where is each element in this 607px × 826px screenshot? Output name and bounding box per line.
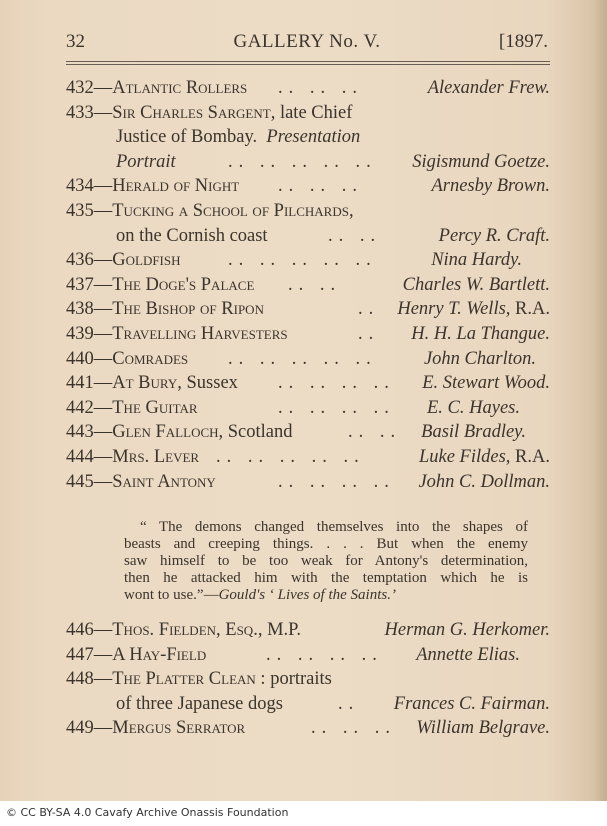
entry-continuation-italic: Portrait — [116, 151, 176, 172]
epigraph-quote — [124, 519, 528, 604]
leader-dots: .. .. .. .. — [278, 471, 395, 492]
catalogue-entry: 441—At Bury, Sussex .. .. .. .. E. Stewart Wood. — [66, 371, 550, 396]
entry-number: 449 — [66, 718, 94, 739]
entry-artist: Basil Bradley. — [421, 422, 526, 443]
entry-title: The Guitar — [112, 397, 198, 418]
entry-artist: Annette Elias. — [416, 644, 520, 665]
catalogue-entry: 433—Sir Charles Sargent, late Chief — [66, 101, 550, 126]
entry-continuation: of three Japanese dogs — [116, 693, 283, 714]
catalogue-entry: 435—Tucking a School of Pilchards, — [66, 199, 550, 224]
entry-artist: Nina Hardy. — [431, 250, 522, 271]
quote-line — [124, 587, 528, 604]
entry-title: Herald of Night — [112, 176, 240, 197]
entry-title: Mrs. Lever — [112, 446, 200, 467]
catalogue-entries-continued — [66, 618, 550, 741]
entry-number: 434 — [66, 176, 94, 197]
entry-artist: Frances C. Fairman. — [393, 693, 550, 714]
leader-dots: .. — [358, 299, 380, 320]
leader-dots: .. .. .. — [278, 176, 363, 197]
quote-line: saw himself to be too weak for Antony's determination, — [124, 553, 528, 569]
entry-artist: John C. Dollman. — [418, 471, 550, 492]
entry-artist — [397, 297, 550, 322]
catalogue-entry-continuation — [66, 224, 550, 249]
artist-suffix: R.A. — [510, 446, 550, 467]
entry-artist: E. C. Hayes. — [427, 397, 520, 418]
catalogue-entry: 434—Herald of Night .. .. .. Arnesby Brown. — [66, 174, 550, 199]
entry-title-rest: Sussex — [181, 373, 238, 394]
entry-number: 443 — [66, 422, 94, 443]
license-credit: © CC BY-SA 4.0 Cavafy Archive Onassis Foundation — [6, 806, 289, 819]
leader-dots: .. .. .. .. — [278, 373, 395, 394]
header-rule-top — [66, 61, 550, 62]
leader-dots: .. .. — [288, 274, 342, 295]
catalogue-entry: 446—Thos. Fielden, Esq., M.P. Herman G. Herkomer. — [66, 618, 550, 643]
entry-title: Comrades — [112, 348, 189, 369]
entry-artist: Herman G. Herkomer. — [384, 620, 550, 640]
catalogue-entry: 440—Comrades .. .. .. .. .. John Charlton. — [66, 347, 550, 372]
leader-dots: .. .. .. .. .. — [216, 446, 365, 467]
entry-artist: E. Stewart Wood. — [422, 373, 550, 394]
catalogue-entry: 437—The Doge's Palace .. .. Charles W. Bartlett. — [66, 273, 550, 298]
entry-number: 436 — [66, 250, 94, 271]
quote-line: then he attacked him with the temptation which he is — [124, 570, 528, 586]
leader-dots: .. .. .. — [311, 718, 396, 739]
leader-dots: .. .. — [328, 225, 382, 246]
catalogue-entries — [66, 76, 550, 494]
entry-number: 444 — [66, 446, 94, 467]
page-title: GALLERY No. V. — [233, 31, 381, 52]
entry-title-rest: late Chief — [275, 102, 353, 123]
entry-title: At Bury, — [112, 373, 182, 394]
artist-suffix: R.A. — [510, 299, 550, 320]
entry-artist: Sigismund Goetze. — [412, 151, 550, 172]
entry-title: The Platter Clean : — [112, 669, 266, 690]
entry-artist — [419, 445, 550, 470]
leader-dots: .. .. .. .. — [278, 397, 395, 418]
catalogue-entry: 432—Atlantic Rollers .. .. .. Alexander Frew. — [66, 76, 550, 101]
entry-title: Glen Falloch, — [112, 422, 224, 443]
entry-title: Travelling Harvesters — [112, 323, 288, 344]
catalogue-entry: 444—Mrs. Lever .. .. .. .. .. Luke Fildes, R.A. — [66, 445, 550, 470]
entry-continuation: on the Cornish coast — [116, 225, 268, 246]
entry-number: 442 — [66, 397, 94, 418]
catalogue-entry: 449—Mergus Serrator .. .. .. William Belgrave. — [66, 716, 550, 741]
running-head — [66, 27, 548, 57]
entry-title: Thos. Fielden, Esq., M.P. — [112, 620, 302, 640]
leader-dots: .. — [358, 323, 380, 344]
entry-number: 435 — [66, 200, 94, 221]
entry-title: A Hay-Field — [112, 644, 207, 665]
entry-artist: Alexander Frew. — [427, 78, 550, 98]
entry-title: Atlantic Rollers — [112, 78, 248, 98]
entry-title: Saint Antony — [112, 471, 216, 492]
catalogue-entry-continuation — [66, 150, 550, 175]
entry-title: The Bishop of Ripon — [112, 299, 264, 320]
catalogue-entry: 442—The Guitar .. .. .. .. E. C. Hayes. — [66, 396, 550, 421]
catalogue-entry: 448—The Platter Clean : portraits — [66, 667, 550, 692]
quote-source: Gould's ‘ Lives of the Saints.’ — [218, 587, 396, 603]
catalogue-entry: 445—Saint Antony .. .. .. .. John C. Dollman. — [66, 470, 550, 495]
catalogue-entry-continuation — [66, 125, 550, 150]
entry-number: 437 — [66, 274, 94, 295]
year-label: [1897. — [498, 31, 548, 52]
leader-dots: .. .. .. .. .. — [228, 250, 377, 271]
entry-number: 441 — [66, 373, 94, 394]
leader-dots: .. — [338, 693, 360, 714]
entry-artist: John Charlton. — [423, 348, 536, 369]
entry-number: 432 — [66, 78, 94, 98]
artist-name: Henry T. Wells, — [397, 299, 511, 320]
catalogue-entry-continuation — [66, 692, 550, 717]
entry-number: 446 — [66, 620, 94, 640]
entry-continuation-italic: Presentation — [266, 127, 361, 148]
catalogue-entry: 436—Goldfish .. .. .. .. .. Nina Hardy. — [66, 248, 550, 273]
entry-number: 448 — [66, 669, 94, 690]
entry-title: Goldfish — [112, 250, 181, 271]
entry-artist: William Belgrave. — [416, 718, 550, 739]
catalogue-entry: 443—Glen Falloch, Scotland .. .. Basil Bradley. — [66, 420, 550, 445]
leader-dots: .. .. .. .. — [266, 644, 383, 665]
entry-artist: Percy R. Craft. — [438, 225, 550, 246]
entry-number: 439 — [66, 323, 94, 344]
entry-title: Sir Charles Sargent, — [112, 102, 276, 123]
catalogue-entry: 438—The Bishop of Ripon .. Henry T. Wells, R.A. — [66, 297, 550, 322]
quote-line: “ The demons changed themselves into the shapes of — [140, 519, 528, 535]
quote-line: beasts and creeping things. . . . But when the enemy — [124, 536, 528, 552]
entry-artist: H. H. La Thangue. — [411, 323, 550, 344]
leader-dots: .. .. .. .. .. — [228, 151, 377, 172]
entry-number: 440 — [66, 348, 94, 369]
entry-number: 433 — [66, 102, 94, 123]
leader-dots: .. .. .. .. .. — [228, 348, 377, 369]
catalogue-entry: 439—Travelling Harvesters .. H. H. La Thangue. — [66, 322, 550, 347]
leader-dots: .. .. .. — [278, 78, 363, 98]
entry-artist: Arnesby Brown. — [431, 176, 550, 197]
entry-number: 447 — [66, 644, 94, 665]
page-number: 32 — [66, 31, 85, 52]
catalogue-entry: 447—A Hay-Field .. .. .. .. Annette Elias. — [66, 643, 550, 668]
entry-title-rest: portraits — [265, 669, 332, 690]
entry-number: 445 — [66, 471, 94, 492]
quote-end: wont to use.”— — [124, 587, 219, 603]
entry-title: Mergus Serrator — [112, 718, 246, 739]
entry-artist: Charles W. Bartlett. — [402, 274, 550, 295]
leader-dots: .. .. — [348, 422, 402, 443]
entry-title: The Doge's Palace — [112, 274, 255, 295]
artist-name: Luke Fildes, — [418, 446, 511, 467]
entry-title: Tucking a School of Pilchards, — [112, 200, 354, 221]
entry-title-rest: Scotland — [223, 422, 293, 443]
header-rule-bottom — [66, 64, 550, 65]
entry-number: 438 — [66, 299, 94, 320]
entry-continuation: Justice of Bombay. — [116, 127, 258, 148]
